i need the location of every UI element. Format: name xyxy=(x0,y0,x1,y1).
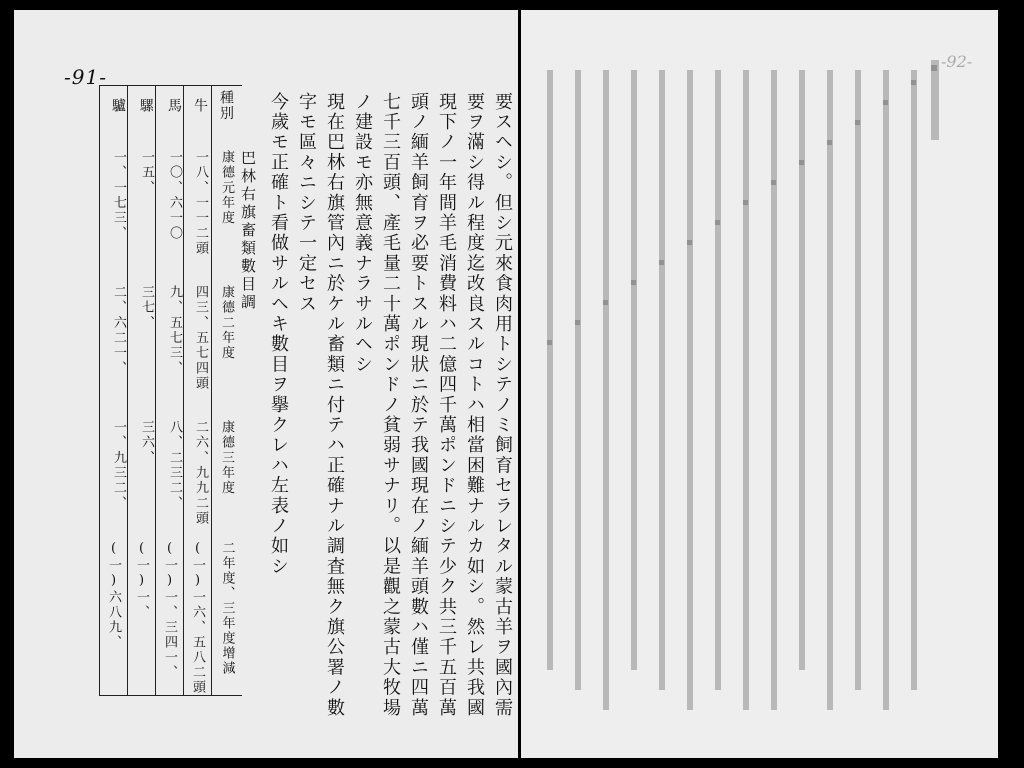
row-label: 騾 xyxy=(138,98,154,114)
table-cell: 三七、 xyxy=(139,285,154,331)
table-cell: 四三、五七四頭 xyxy=(193,285,208,392)
text-line: 頭ノ緬羊飼育ヲ必要トスル現狀ニ於テ我國現在ノ緬羊頭數ハ僅ニ四萬 xyxy=(408,92,429,719)
table-cell: 二、六二一、 xyxy=(111,285,126,377)
table-cell: 一五、 xyxy=(139,150,154,196)
table-column-row-1 xyxy=(188,98,212,114)
table-cell: 一、九三二、 xyxy=(111,420,126,512)
text-line: 現在巴林右旗管內ニ於ケル畜類ニ付テハ正確ナル調査無ク旗公署ノ數 xyxy=(324,92,345,719)
row-label: 馬 xyxy=(166,98,182,114)
header-cell: 康德三年度 xyxy=(219,420,234,496)
table-cell: (一)一、 xyxy=(134,541,149,620)
row-label: 牛 xyxy=(192,98,208,114)
table-cell: 二六、九九二頭 xyxy=(193,420,208,527)
text-line: ノ建設モ亦無意義ナラサルヘシ xyxy=(352,92,373,375)
table-column-row-2 xyxy=(162,98,186,114)
text-line: 現下ノ一年間羊毛消費料ハ二億四千萬ポンドニシテ少ク共三千五百萬 xyxy=(436,92,457,719)
table-header-label xyxy=(214,90,238,121)
header-cell: 康德元年度 xyxy=(219,150,234,226)
table-cell: 一八、一一二頭 xyxy=(193,150,208,257)
table-column-row-4 xyxy=(106,98,130,114)
table-cell: 九、五七三、 xyxy=(167,285,182,377)
text-line: 七千三百頭、產毛量二十萬ポンドノ貧弱サナリ。以是觀之蒙古大牧場 xyxy=(380,92,401,719)
row-label: 驢 xyxy=(110,98,126,114)
left-page xyxy=(14,10,518,758)
table-cell: 一〇、六一〇 xyxy=(167,150,182,242)
text-line: 字モ區々ニシテ一定セス xyxy=(296,92,317,315)
page-number: -91- xyxy=(64,65,107,89)
table-cell: (一)一六、五八二頭 xyxy=(190,541,205,695)
header-cell: 康德二年度 xyxy=(219,285,234,361)
table-cell: 三六、 xyxy=(139,420,154,466)
table-cell: 八、二三二、 xyxy=(167,420,182,512)
table-header-cell: 二年度、三年度增減 xyxy=(219,541,235,676)
table-title: 巴林右旗畜類數目調 xyxy=(239,150,257,312)
text-line: 今歲モ正確ト看做サルヘキ數目ヲ擧クレハ左表ノ如シ xyxy=(268,92,289,577)
text-line: 要ヲ滿シ得ル程度迄改良スルコトハ相當困難ナルカ如シ。然レ共我國 xyxy=(464,92,485,719)
text-line: 要スヘシ。但シ元來食肉用トシテノミ飼育セラレタル蒙古羊ヲ國內需 xyxy=(492,92,513,719)
header-cell: 種別 xyxy=(218,90,234,121)
right-page xyxy=(521,10,998,758)
table-cell: (一)一、三四一、 xyxy=(162,541,177,680)
table-cell: 一、一七三、 xyxy=(111,150,126,242)
faded-text-area xyxy=(521,10,998,758)
page-number: -92- xyxy=(941,52,973,71)
table-column-row-3 xyxy=(134,98,158,114)
table-cell: (一)六八九、 xyxy=(106,541,121,650)
